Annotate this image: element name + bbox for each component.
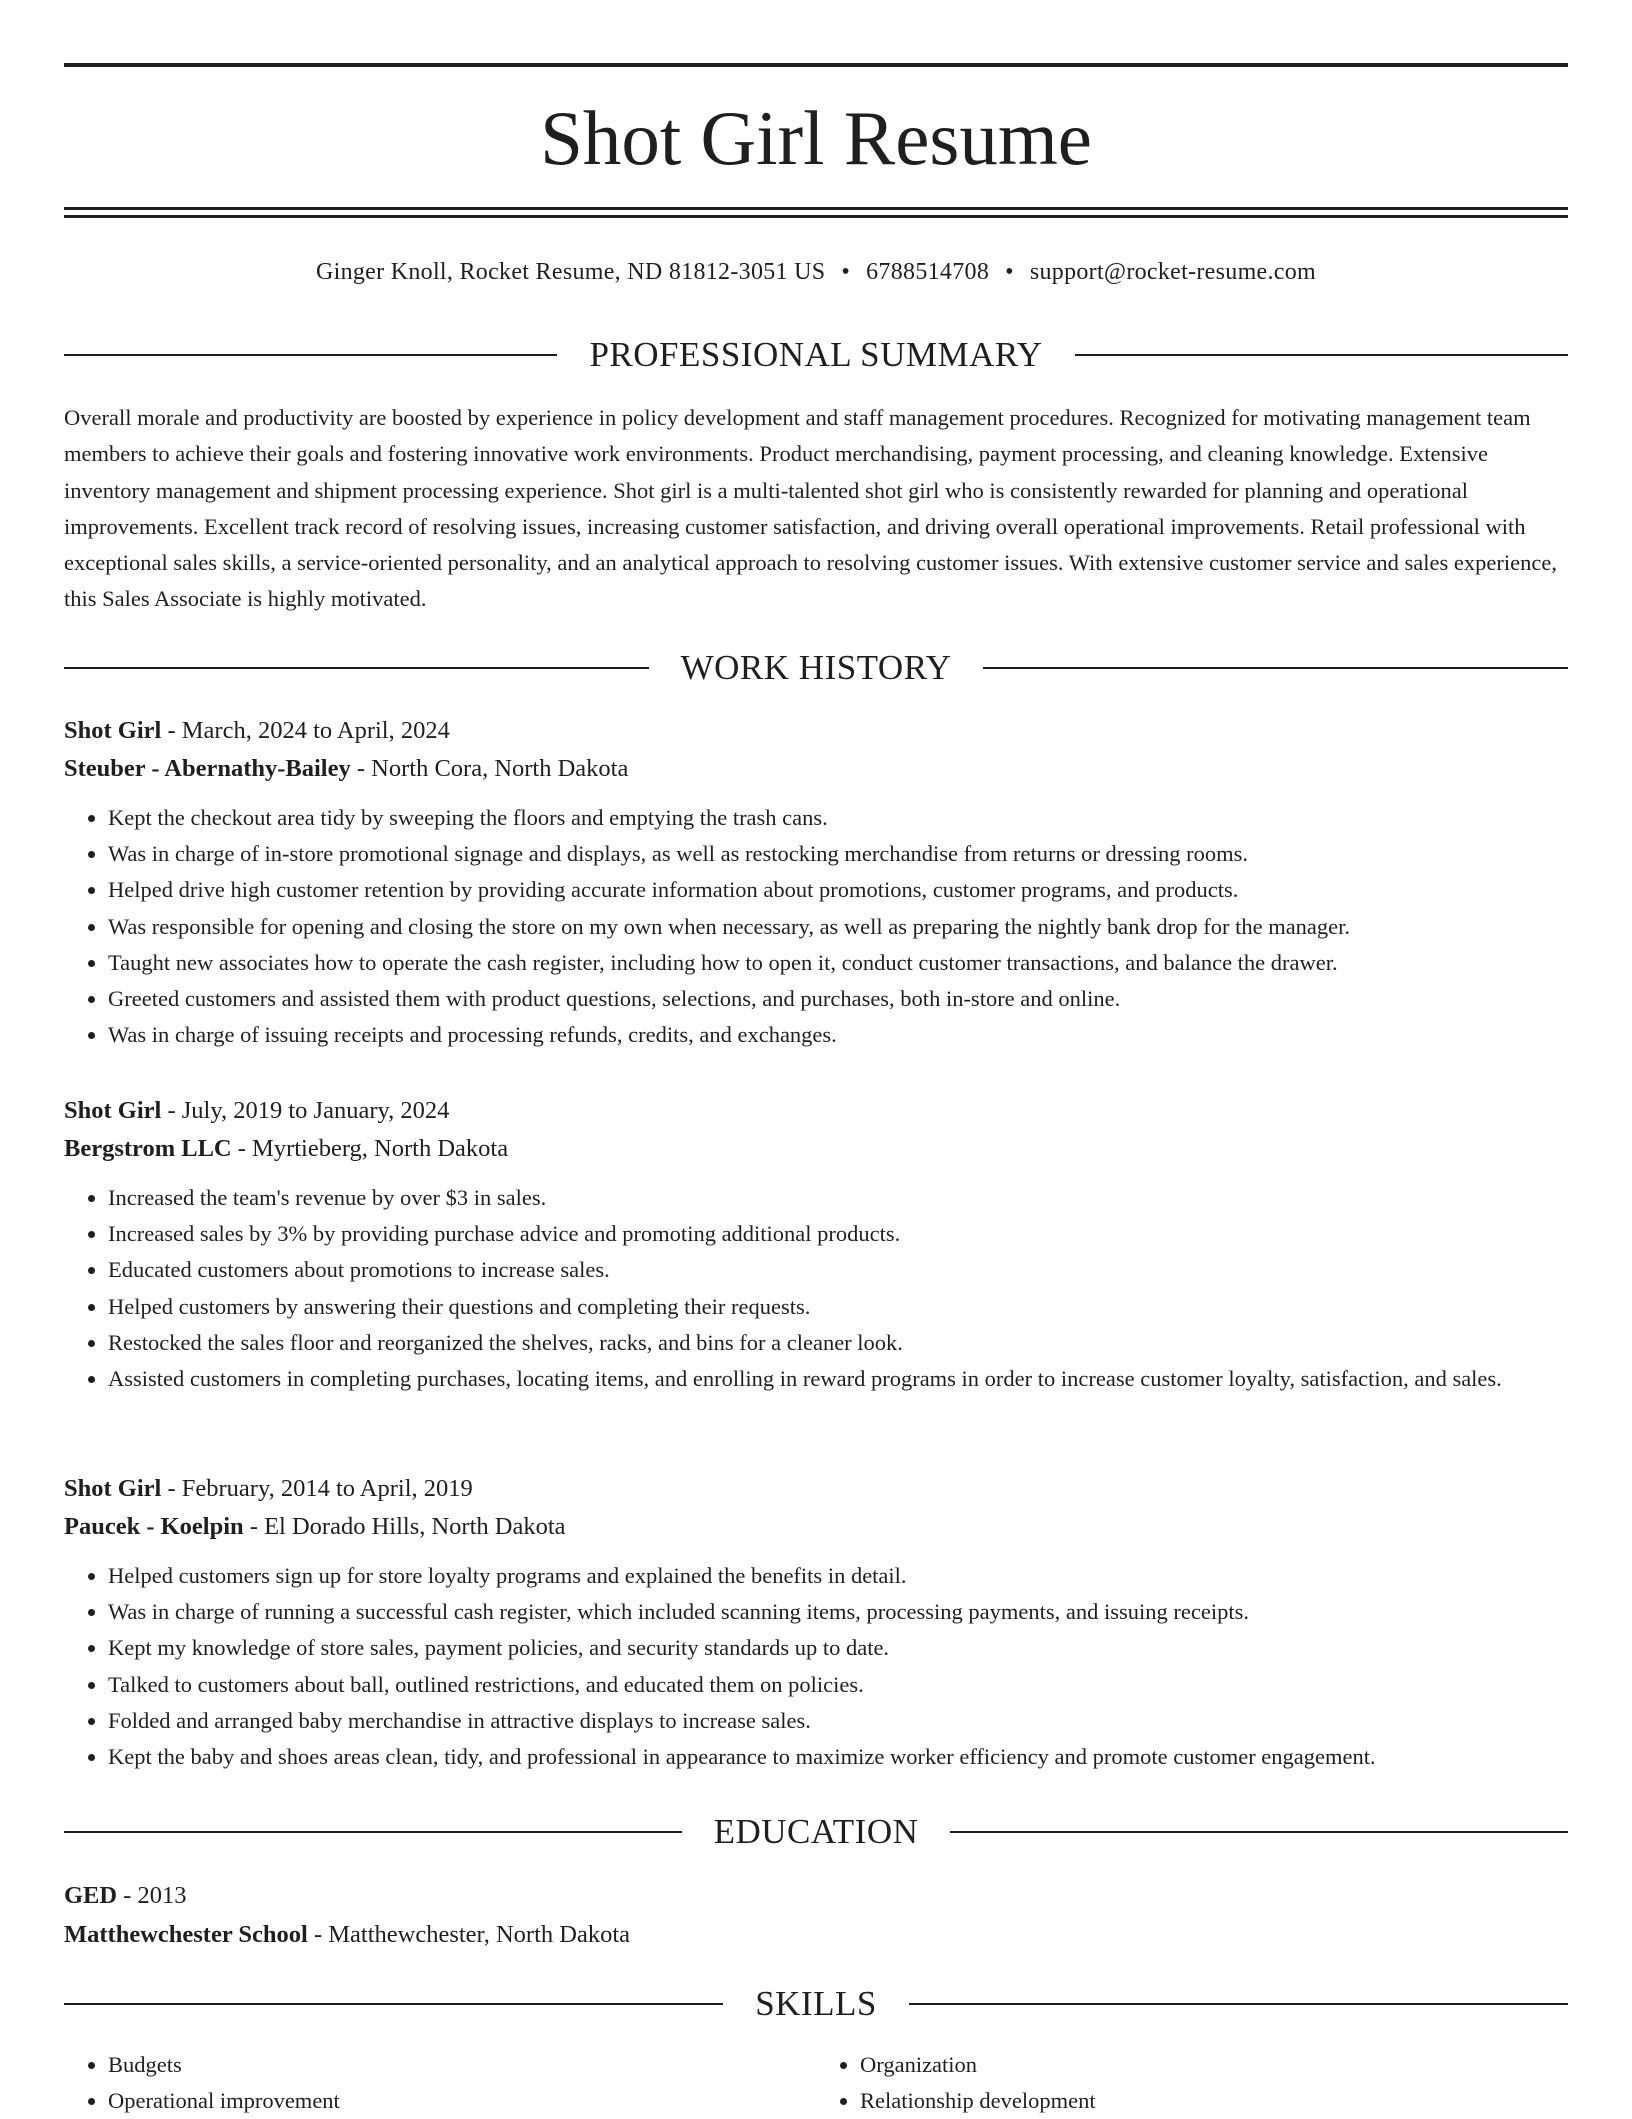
- list-item: • Folded and arranged baby merchandise in attractive displays to increase sales.: [108, 1703, 1568, 1739]
- section-title: EDUCATION: [713, 1812, 919, 1851]
- list-item: • Helped customers by answering their questions and completing their requests.: [108, 1289, 1568, 1325]
- heading-rule: [64, 354, 557, 356]
- school-location: - Matthewchester, North Dakota: [307, 1921, 631, 1948]
- job-entry: [64, 712, 1568, 1053]
- list-item: • Increased sales by 3% by providing purchase advice and promoting additional products.: [108, 1216, 1568, 1252]
- section-title: PROFESSIONAL SUMMARY: [589, 335, 1043, 374]
- skill-item: • Organization: [860, 2047, 1568, 2083]
- section-heading-summary: [64, 335, 1568, 375]
- list-item: • Kept my knowledge of store sales, payment policies, and security standards up to date.: [108, 1630, 1568, 1666]
- heading-rule: [950, 1831, 1568, 1833]
- job-dates: - February, 2014 to April, 2019: [161, 1475, 473, 1502]
- job-title-line: [64, 1470, 1568, 1508]
- job-title-line: [64, 1092, 1568, 1130]
- job-location: - Myrtieberg, North Dakota: [231, 1135, 509, 1162]
- job-location: - El Dorado Hills, North Dakota: [243, 1513, 566, 1540]
- heading-rule: [64, 2003, 723, 2005]
- heading-rule: [1075, 354, 1568, 356]
- list-item: • Talked to customers about ball, outlined restrictions, and educated them on policies.: [108, 1667, 1568, 1703]
- job-dates: - July, 2019 to January, 2024: [161, 1097, 450, 1124]
- skill-item: • Operational improvement: [108, 2083, 816, 2119]
- skills-column-right: [816, 2047, 1568, 2119]
- heading-rule: [64, 1831, 682, 1833]
- top-rule: [64, 63, 1568, 67]
- list-item: • Helped customers sign up for store loyalty programs and explained the benefits in detail.: [108, 1558, 1568, 1594]
- title-rule-upper: [64, 207, 1568, 210]
- job-entry: [64, 1092, 1568, 1397]
- section-title: WORK HISTORY: [680, 648, 952, 687]
- list-item: • Assisted customers in completing purchases, locating items, and enrolling in reward programs in order to increase customer loyalty, satisfaction, and sales.: [108, 1361, 1568, 1397]
- list-item: • Kept the checkout area tidy by sweeping the floors and emptying the trash cans.: [108, 800, 1568, 836]
- section-heading-education: [64, 1812, 1568, 1852]
- list-item: • Was in charge of issuing receipts and processing refunds, credits, and exchanges.: [108, 1017, 1568, 1053]
- degree-line: [64, 1876, 1568, 1915]
- section-heading-work: [64, 648, 1568, 688]
- degree: GED: [64, 1882, 118, 1909]
- summary-paragraph: Overall morale and productivity are boosted by experience in policy development and staff management procedures. Recognized for motivating management team members to achieve their goals and fostering innovative work environments. Product merchandising, payment processing, and cleaning knowledge. Extensive inventory management and shipment processing experience. Shot girl is a multi-talented shot girl who is consistently rewarded for planning and operational improvements. Excellent track record of resolving issues, increasing customer satisfaction, and driving overall operational improvements. Retail professional with exceptional sales skills, a service-oriented personality, and an analytical approach to resolving customer issues. With extensive customer service and sales experience, this Sales Associate is highly motivated.: [64, 405, 1557, 612]
- job-company-line: [64, 1508, 1568, 1546]
- contact-line: [64, 254, 1568, 290]
- skill-item: • Relationship development: [860, 2083, 1568, 2119]
- job-title: Shot Girl: [64, 1475, 162, 1502]
- job-entry: [64, 1470, 1568, 1775]
- section-title: SKILLS: [755, 1984, 877, 2023]
- contact-phone: 6788514708: [866, 259, 990, 285]
- job-bullets: [64, 1558, 1568, 1775]
- job-company-line: [64, 1130, 1568, 1168]
- list-item: • Taught new associates how to operate the cash register, including how to open it, conduct customer transactions, and balance the drawer.: [108, 945, 1568, 981]
- title-rule-lower: [64, 215, 1568, 218]
- education-entry: [64, 1876, 1568, 1954]
- school-name: Matthewchester School: [64, 1921, 308, 1948]
- job-company: Paucek - Koelpin: [64, 1513, 244, 1540]
- contact-separator: •: [1005, 259, 1014, 285]
- list-item: • Restocked the sales floor and reorganized the shelves, racks, and bins for a cleaner look.: [108, 1325, 1568, 1361]
- job-dates: - March, 2024 to April, 2024: [161, 717, 450, 744]
- heading-rule: [909, 2003, 1568, 2005]
- list-item: • Helped drive high customer retention by providing accurate information about promotions, customer programs, and products.: [108, 872, 1568, 908]
- section-heading-skills: [64, 1984, 1568, 2024]
- job-location: - North Cora, North Dakota: [350, 755, 629, 782]
- list-item: • Increased the team's revenue by over $3 in sales.: [108, 1180, 1568, 1216]
- list-item: • Kept the baby and shoes areas clean, tidy, and professional in appearance to maximize worker efficiency and promote customer engagement.: [108, 1739, 1568, 1775]
- heading-rule: [64, 667, 649, 669]
- school-line: [64, 1915, 1568, 1954]
- contact-separator: •: [841, 259, 851, 285]
- job-company: Steuber - Abernathy-Bailey: [64, 755, 351, 782]
- contact-address: Ginger Knoll, Rocket Resume, ND 81812-3051 US: [315, 259, 826, 285]
- job-bullets: [64, 800, 1568, 1053]
- job-bullets: [64, 1180, 1568, 1397]
- contact-email: support@rocket-resume.com: [1029, 259, 1317, 285]
- heading-rule: [983, 667, 1568, 669]
- degree-year: - 2013: [117, 1882, 187, 1909]
- list-item: • Greeted customers and assisted them with product questions, selections, and purchases, both in-store and online.: [108, 981, 1568, 1017]
- job-title: Shot Girl: [64, 1097, 162, 1124]
- skill-item: • Budgets: [108, 2047, 816, 2083]
- job-title-line: [64, 712, 1568, 750]
- job-title: Shot Girl: [64, 717, 162, 744]
- list-item: • Was in charge of running a successful cash register, which included scanning items, processing payments, and issuing receipts.: [108, 1594, 1568, 1630]
- list-item: • Educated customers about promotions to increase sales.: [108, 1252, 1568, 1288]
- list-item: • Was responsible for opening and closing the store on my own when necessary, as well as preparing the nightly bank drop for the manager.: [108, 909, 1568, 945]
- skills-list: [64, 2047, 1568, 2119]
- skills-column-left: [64, 2047, 816, 2119]
- job-company-line: [64, 750, 1568, 788]
- resume-title: Shot Girl Resume: [540, 95, 1092, 181]
- list-item: • Was in charge of in-store promotional signage and displays, as well as restocking merchandise from returns or dressing rooms.: [108, 836, 1568, 872]
- job-company: Bergstrom LLC: [64, 1135, 232, 1162]
